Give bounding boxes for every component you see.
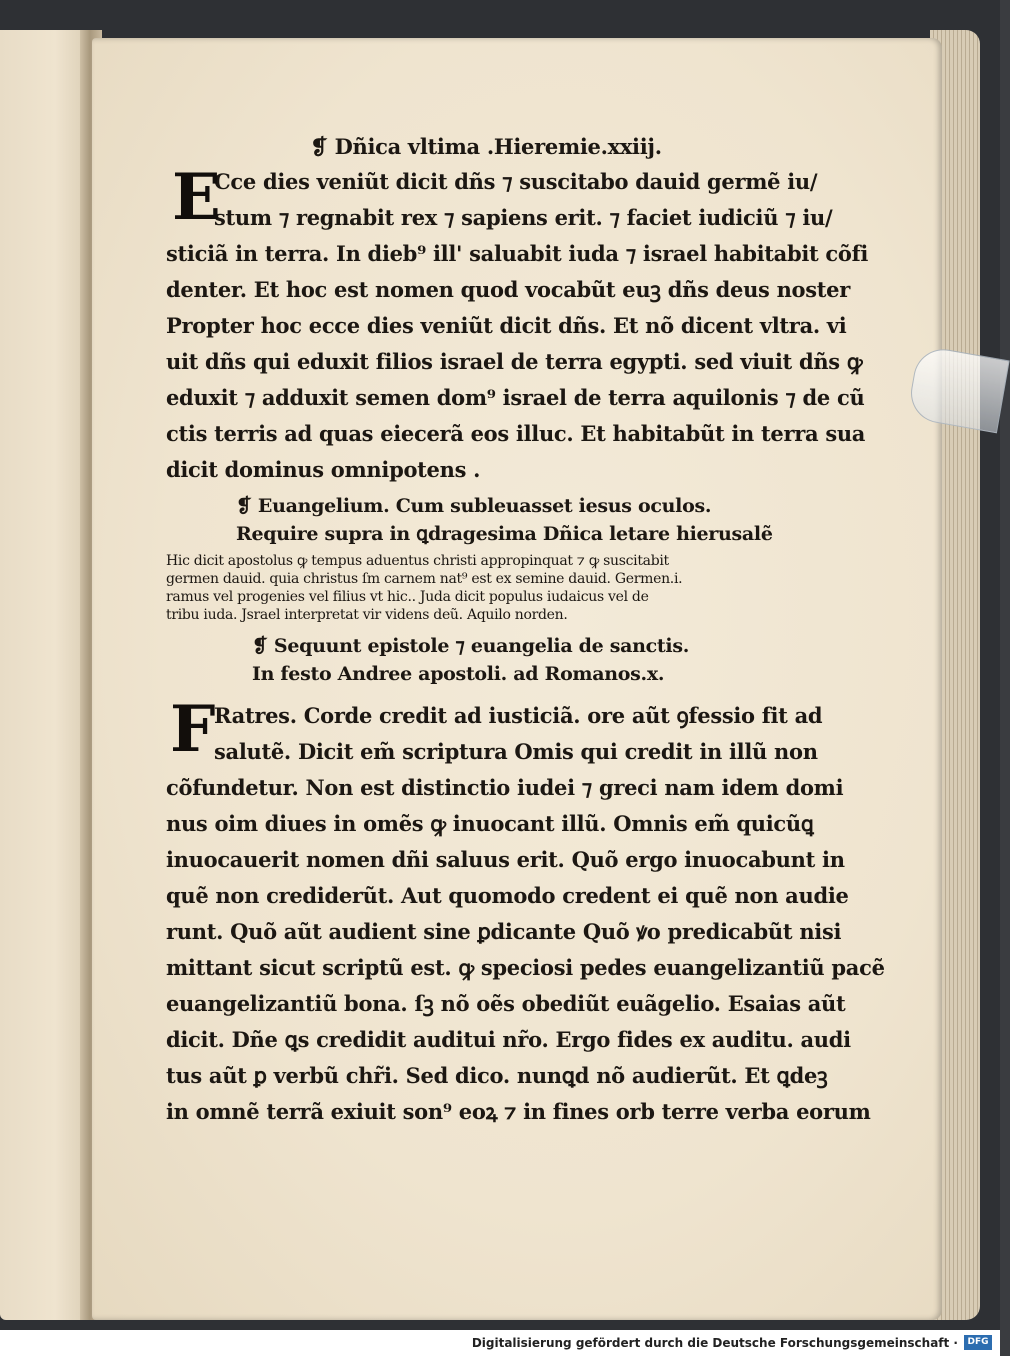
text-line: mittant sicut scriptũ est. ꝙ speciosi pedes euangelizantiũ pacẽ — [166, 955, 885, 980]
gloss-line: tribu iuda. Jsrael interpretat vir videns deũ. Aquilo norden. — [166, 607, 568, 623]
saints-heading-line: ❡ Sequunt epistole ⁊ euangelia de sanctis. — [252, 635, 690, 657]
text-line: eduxit ⁊ adduxit semen dom⁹ israel de terra aquilonis ⁊ de cũ — [166, 385, 865, 410]
text-line: ctis terris ad quas eiecerã eos illuc. Et habitabũt in terra sua — [166, 421, 866, 446]
gospel-heading: ❡ Euangelium. Cum subleuasset iesus oculos. — [236, 495, 712, 517]
text-line: dicit. Dñe ꝗs credidit auditui nr̃o. Ergo fides ex auditu. audi — [166, 1027, 851, 1052]
funding-notice: Digitalisierung gefördert durch die Deutsche Forschungsgemeinschaft · — [471, 1336, 958, 1350]
paragraph-1 — [166, 160, 869, 488]
text-line: Propter hoc ecce dies veniũt dicit dñs. Et nõ dicent vltra. vi — [166, 313, 847, 338]
gospel-reference — [166, 492, 806, 548]
text-line: stum ⁊ regnabit rex ⁊ sapiens erit. ⁊ faciet iudiciũ ⁊ iu/ — [214, 205, 833, 230]
drop-initial-f: F — [170, 692, 216, 767]
text-line: Cce dies veniũt dicit dñs ⁊ suscitabo dauid germẽ iu/ — [214, 169, 818, 194]
text-line: runt. Quõ aũt audient sine ꝑdicante Quõ ꝟo predicabũt nisi — [166, 919, 842, 944]
text-line: salutẽ. Dicit em̃ scriptura Omis qui credit in illũ non — [214, 739, 818, 764]
drop-initial-e: E — [172, 160, 221, 235]
text-line: denter. Et hoc est nomen quod vocabũt euꝫ dñs deus noster — [166, 277, 850, 302]
saints-heading — [166, 632, 806, 688]
gloss-line: germen dauid. quia christus ſm carnem nat⁹ est ex semine dauid. Germen.i. — [166, 571, 683, 587]
footer-bar — [0, 1330, 1000, 1356]
text-line: cõfundetur. Non est distinctio iudei ⁊ greci nam idem domi — [166, 775, 844, 800]
text-line: sticiã in terra. In dieb⁹ ill' saluabit iuda ⁊ israel habitabit cõfi — [166, 241, 869, 266]
text-line: uit dñs qui eduxit filios israel de terra egypti. sed viuit dñs ꝙ — [166, 349, 863, 374]
gloss-line: ramus vel progenies vel filius vt hic.. Juda dicit populus iudaicus vel de — [166, 589, 649, 605]
text-line: tus aũt ꝑ verbũ chr̃i. Sed dico. nunꝗd nõ audierũt. Et ꝗdeꝫ — [166, 1063, 828, 1088]
left-page-edge — [0, 30, 92, 1320]
dfg-logo-icon[interactable]: DFG — [964, 1335, 992, 1350]
gloss-commentary — [166, 552, 806, 624]
saints-heading-line: In festo Andree apostoli. ad Romanos.x. — [252, 663, 665, 685]
text-line: inuocauerit nomen dñi saluus erit. Quõ ergo inuocabunt in — [166, 847, 845, 872]
gloss-line: Hic dicit apostolus ꝙ tempus aduentus christi appropinquat ⁊ ꝙ suscitabit — [166, 553, 669, 569]
gospel-reference-line: Require supra in ꝗdragesima Dñica letare hierusalẽ — [236, 523, 773, 545]
text-line: quẽ non crediderũt. Aut quomodo credent ei quẽ non audie — [166, 883, 849, 908]
text-line: Ratres. Corde credit ad iusticiã. ore aũt ꝯfessio fit ad — [214, 703, 823, 728]
text-line: in omnẽ terrã exiuit son⁹ eoꝝ ⁊ in fines orb terre verba eorum — [166, 1099, 871, 1124]
text-line: dicit dominus omnipotens . — [166, 457, 481, 482]
paragraph-2 — [166, 692, 885, 1130]
text-line: euangelizantiũ bona. ſꝫ nõ oẽs obediũt euãgelio. Esaias aũt — [166, 991, 846, 1016]
text-line: nus oim diues in omẽs ꝙ inuocant illũ. Omnis em̃ quicũꝗ — [166, 811, 814, 836]
page-text — [166, 130, 885, 1130]
heading-dominica: ❡ Dñica vltima .Hieremie.xxiij. — [310, 134, 662, 159]
